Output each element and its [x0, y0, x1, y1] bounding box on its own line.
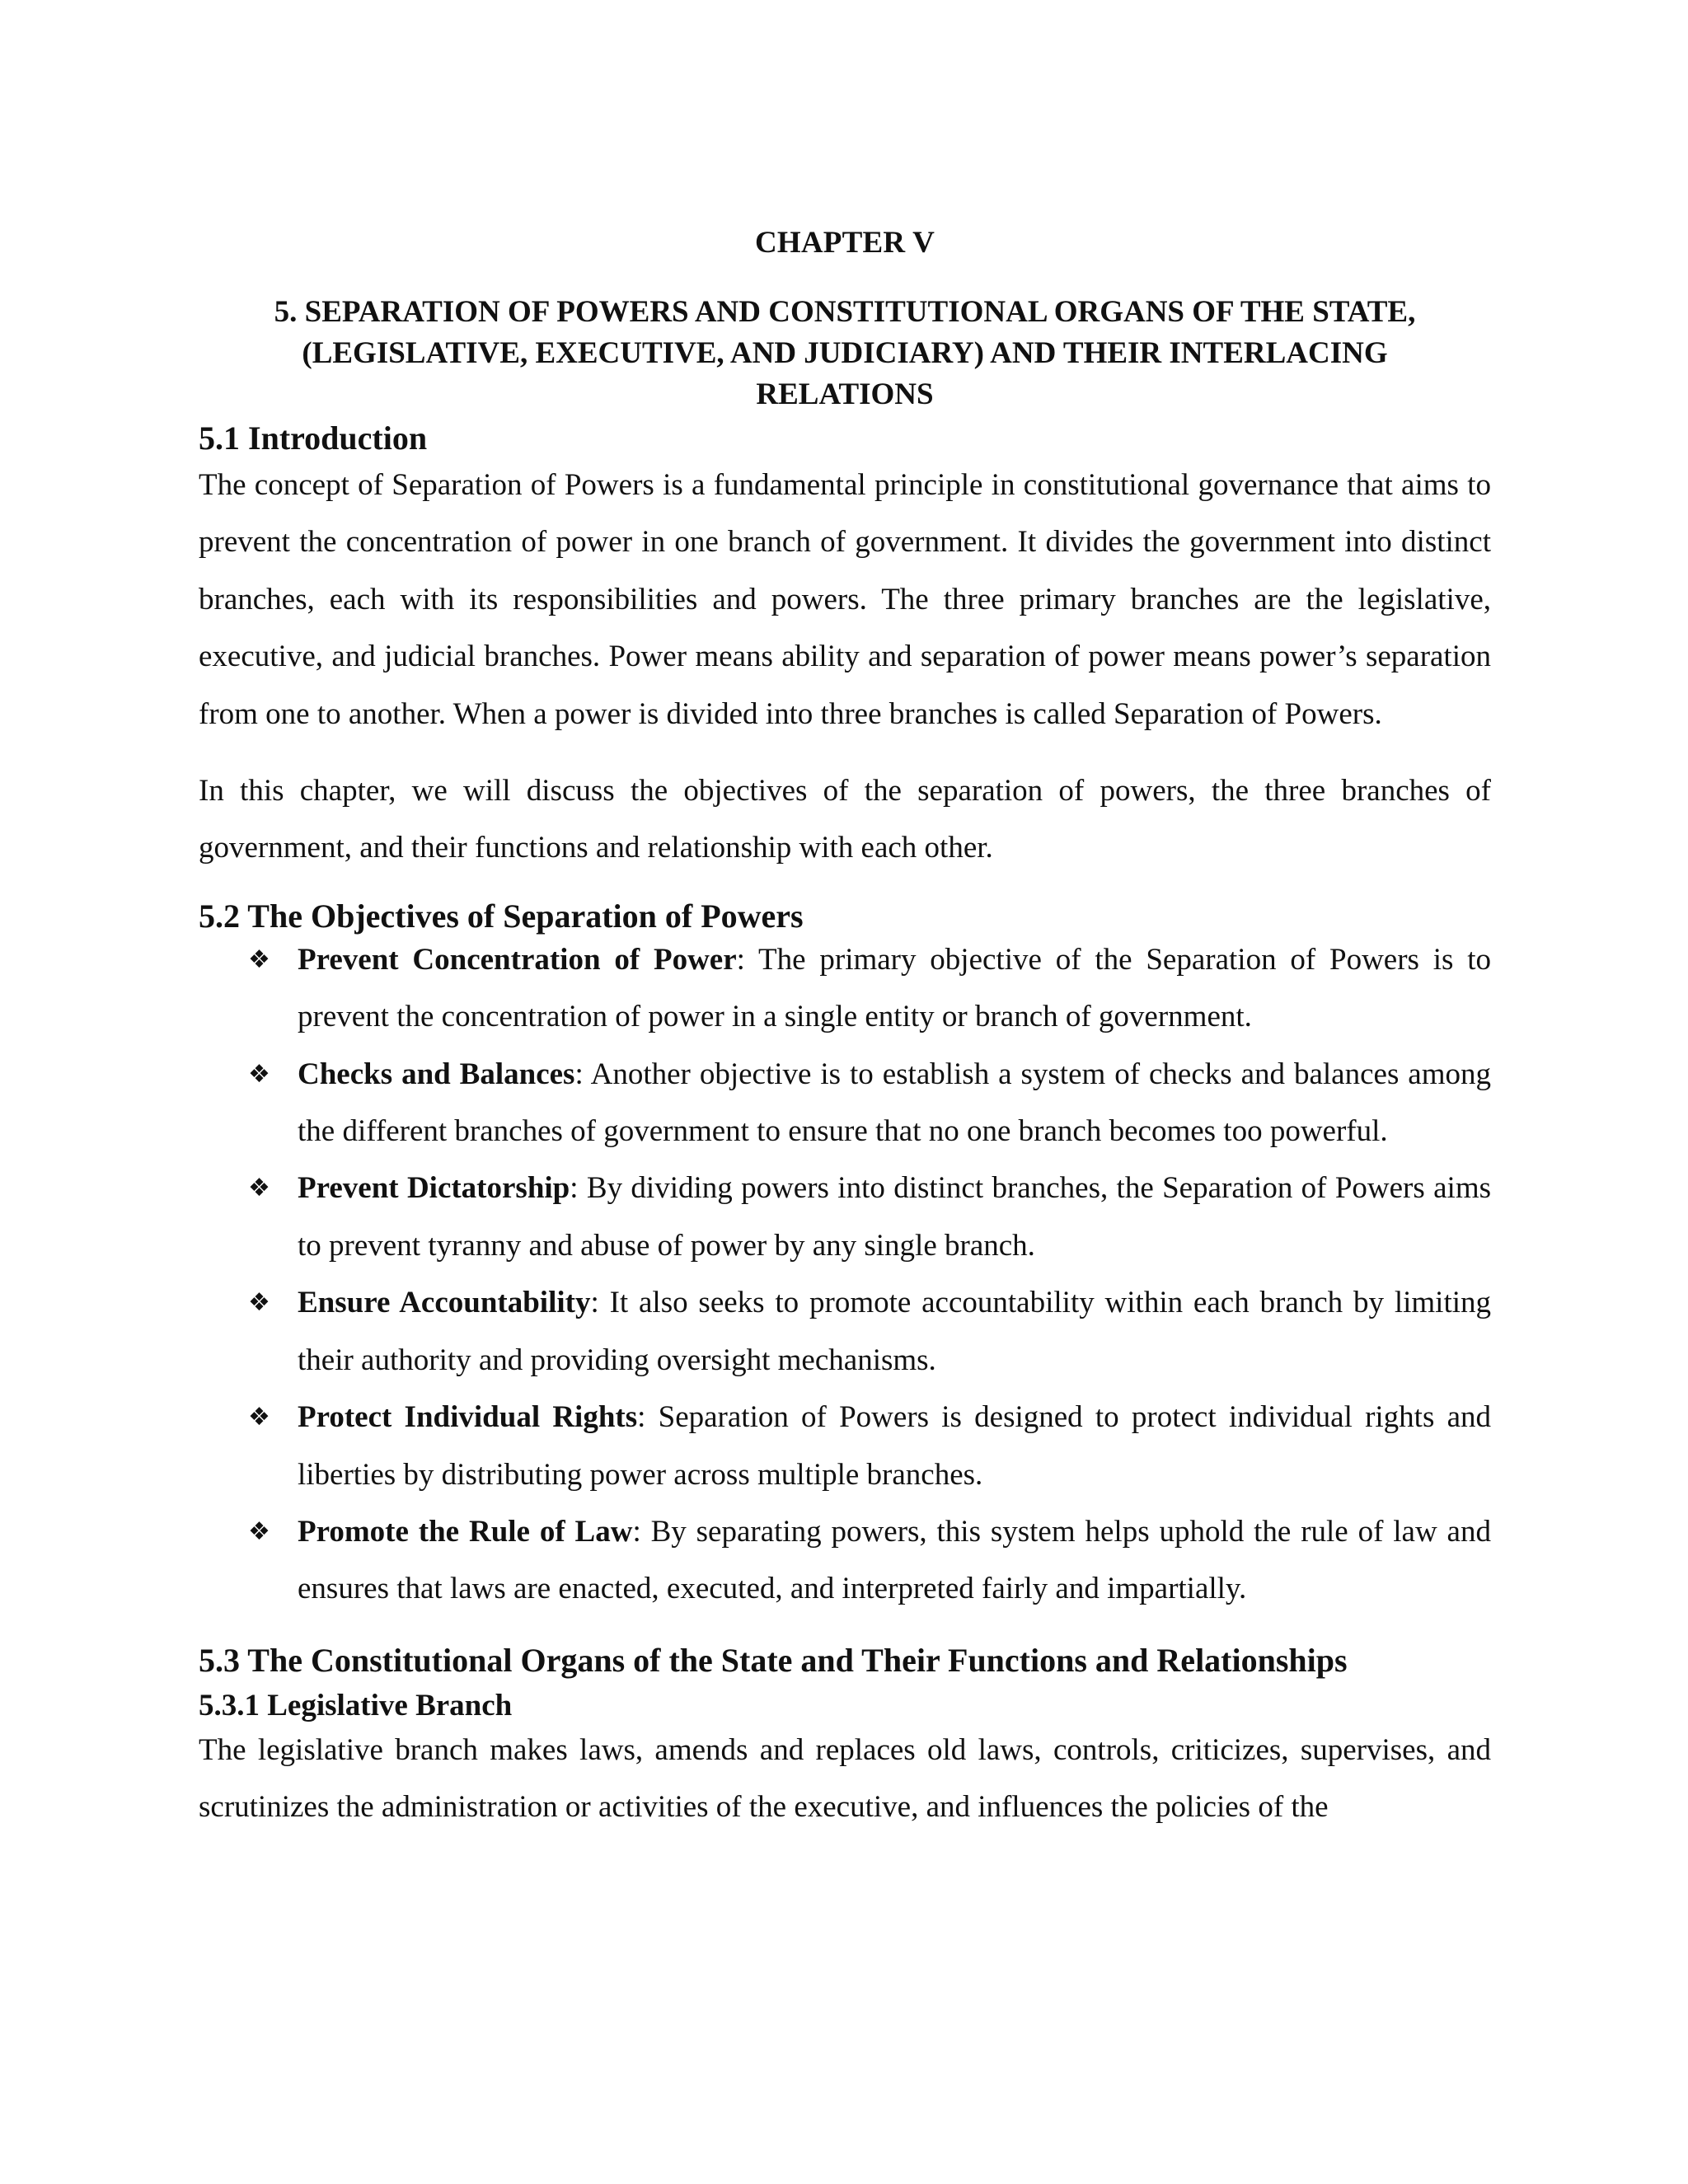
list-item — [199, 931, 1491, 1046]
objective-text: : By separating powers, this system helps uphold the rule of law and ensures that laws are enacted, executed, and interpreted fairly and impartially. — [298, 1514, 1491, 1606]
list-item — [199, 1503, 1491, 1618]
legislative-paragraph: The legislative branch makes laws, amends and replaces old laws, controls, criticizes, supervises, and scrutinizes the administration or activities of the executive, and influences the policies of the — [199, 1732, 1491, 1825]
objective-term: Ensure Accountability — [298, 1286, 591, 1320]
diamond-bullet-icon: ❖ — [248, 944, 270, 974]
objective-term: Checks and Balances — [298, 1057, 575, 1091]
diamond-bullet-icon: ❖ — [248, 1174, 270, 1203]
objective-text: : Separation of Powers is designed to protect individual rights and liberties by distributing power across multiple branches. — [298, 1400, 1491, 1492]
intro-paragraph: In this chapter, we will discuss the objectives of the separation of powers, the three branches of government, and their functions and relationship with each other. — [199, 774, 1491, 865]
list-item — [199, 1389, 1491, 1503]
chapter-label: CHAPTER V — [754, 226, 935, 260]
intro-paragraph: The concept of Separation of Powers is a fundamental principle in constitutional governance that aims to prevent the concentration of power in one branch of government. It divides the government into distinct branches, each with its responsibilities and powers. The three primary branches are the legislative, executive, and judicial branches. Power means ability and separation of power means power’s separation from one to another. When a power is divided into three branches is called Separation of Powers. — [199, 468, 1491, 731]
diamond-bullet-icon: ❖ — [248, 1288, 270, 1318]
chapter-title — [199, 292, 1491, 415]
objective-text: : The primary objective of the Separation of Powers is to prevent the concentration of power in a single entity or branch of government. — [298, 942, 1491, 1034]
objective-text: : By dividing powers into distinct branches, the Separation of Powers aims to prevent tyranny and abuse of power by any single branch. — [298, 1171, 1492, 1263]
diamond-bullet-icon: ❖ — [248, 1403, 270, 1432]
chapter-title-line: 5. SEPARATION OF POWERS AND CONSTITUTIONAL ORGANS OF THE STATE, — [274, 295, 1416, 329]
organs-heading: 5.3 The Constitutional Organs of the State and Their Functions and Relationships — [199, 1641, 1348, 1679]
chapter-title-line: RELATIONS — [756, 377, 934, 411]
intro-heading: 5.1 Introduction — [199, 419, 428, 457]
objective-text: : It also seeks to promote accountability within each branch by limiting their authority and providing oversight mechanisms. — [298, 1286, 1492, 1377]
chapter-title-line: (LEGISLATIVE, EXECUTIVE, AND JUDICIARY) AND THEIR INTERLACING — [302, 336, 1388, 370]
objectives-list — [199, 931, 1491, 1618]
list-item — [199, 1046, 1491, 1160]
document-page — [199, 223, 1491, 1836]
diamond-bullet-icon: ❖ — [248, 1059, 270, 1089]
list-item — [199, 1274, 1491, 1389]
objective-term: Protect Individual Rights — [298, 1400, 638, 1435]
diamond-bullet-icon: ❖ — [248, 1516, 270, 1546]
legislative-heading: 5.3.1 Legislative Branch — [199, 1688, 513, 1722]
objectives-heading: 5.2 The Objectives of Separation of Powers — [199, 897, 804, 935]
objective-text: : Another objective is to establish a system of checks and balances among the different branches of government to ensure that no one branch becomes too powerful. — [298, 1057, 1491, 1149]
objective-term: Promote the Rule of Law — [298, 1514, 633, 1549]
objective-term: Prevent Dictatorship — [298, 1171, 570, 1206]
objective-term: Prevent Concentration of Power — [298, 942, 737, 977]
list-item — [199, 1160, 1491, 1274]
